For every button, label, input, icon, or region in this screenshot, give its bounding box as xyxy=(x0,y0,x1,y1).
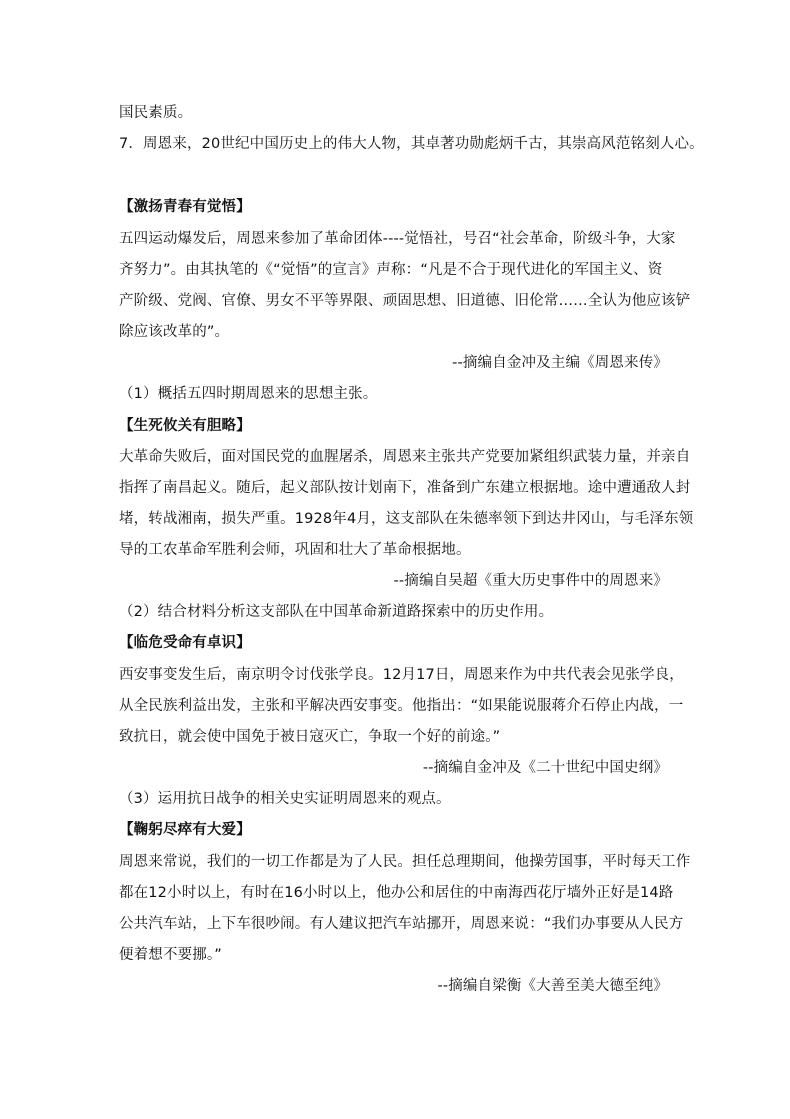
sub-question: （3）运用抗日战争的相关史实证明周恩来的观点。 xyxy=(119,791,451,807)
sub-question: （2）结合材料分析这支部队在中国革命新道路探索中的历史作用。 xyxy=(119,604,554,620)
paragraph-line: 国民素质。 xyxy=(119,105,193,121)
source-citation: --摘编自吴超《重大历史事件中的周恩来》 xyxy=(393,573,668,589)
paragraph-line: 除应该改革的”。 xyxy=(119,324,230,340)
question-stem: 7．周恩来，20世纪中国历史上的伟大人物，其卓著功勋彪炳千古，其崇高风范铭刻人心。 xyxy=(119,136,704,152)
paragraph-line: 五四运动爆发后，周恩来参加了革命团体----觉悟社，号召“社会革命，阶级斗争，大家 xyxy=(119,231,676,247)
paragraph-line: 公共汽车站，上下车很吵闹。有人建议把汽车站挪开，周恩来说：“我们办事要从人民方 xyxy=(119,916,684,932)
sub-question: （1）概括五四时期周恩来的思想主张。 xyxy=(119,386,378,402)
paragraph-line: 周恩来常说，我们的一切工作都是为了人民。担任总理期间，他操劳国事，平时每天工作 xyxy=(119,854,691,870)
source-citation: --摘编自金冲及主编《周恩来传》 xyxy=(452,355,668,371)
source-citation: --摘编自梁衡《大善至美大德至纯》 xyxy=(437,978,668,994)
paragraph-line: 都在12小时以上，有时在16小时以上，他办公和居住的中南海西花厅墙外正好是14路 xyxy=(119,885,674,901)
paragraph-line: 齐努力”。由其执笔的《“觉悟”的宣言》声称：“凡是不合于现代进化的军国主义、资 xyxy=(119,262,663,278)
paragraph-line: 大革命失败后，面对国民党的血腥屠杀，周恩来主张共产党要加紧组织武装力量，并亲自 xyxy=(119,449,691,465)
paragraph-line: 堵，转战湘南，损失严重。1928年4月，这支部队在朱德率领下到达井冈山，与毛泽东领 xyxy=(119,511,694,527)
section-heading: 【生死攸关有胆略】 xyxy=(119,418,251,434)
paragraph-line: 从全民族利益出发，主张和平解决西安事变。他指出：“如果能说服蒋介石停止内战，一 xyxy=(119,698,684,714)
paragraph-line: 致抗日，就会使中国免于被日寇灭亡，争取一个好的前途。” xyxy=(119,729,501,745)
paragraph-line: 导的工农革命军胜利会师，巩固和壮大了革命根据地。 xyxy=(119,542,471,558)
section-heading: 【激扬青春有觉悟】 xyxy=(119,199,251,215)
paragraph-line: 产阶级、党阀、官僚、男女不平等界限、顽固思想、旧道德、旧伦常……全认为他应该铲 xyxy=(119,293,691,309)
paragraph-line: 指挥了南昌起义。随后，起义部队按计划南下，准备到广东建立根据地。途中遭通敌人封 xyxy=(119,480,691,496)
section-heading: 【鞠躬尽瘁有大爱】 xyxy=(119,822,251,838)
section-heading: 【临危受命有卓识】 xyxy=(119,635,251,651)
paragraph-line: 西安事变发生后，南京明令讨伐张学良。12月17日，周恩来作为中共代表会见张学良， xyxy=(119,667,684,683)
source-citation: --摘编自金冲及《二十世纪中国史纲》 xyxy=(422,760,668,776)
paragraph-line: 便着想不要挪。” xyxy=(119,947,222,963)
